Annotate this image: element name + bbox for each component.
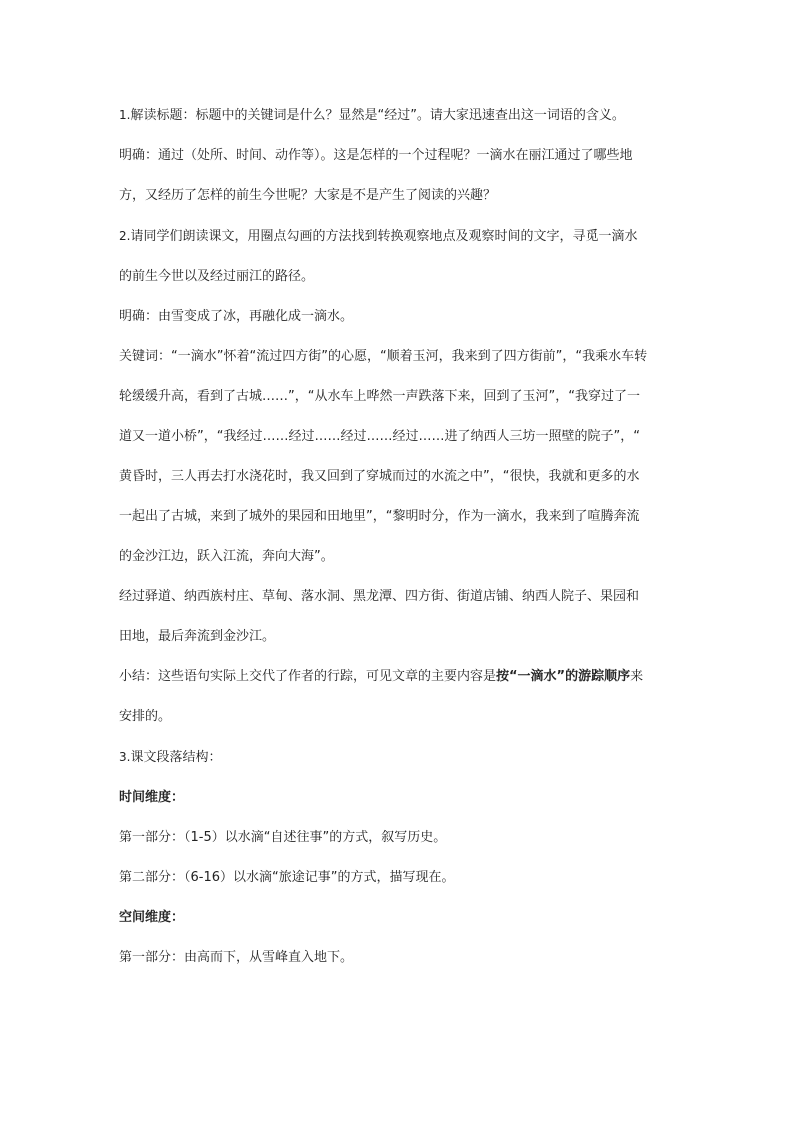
item-number: 2.: [119, 229, 131, 243]
paragraph-keywords-line-3: 道又一道小桥”，“我经过……经过……经过……经过……进了纳西人三坊一照壁的院子”，“: [119, 429, 640, 444]
document-page: [119, 102, 679, 967]
summary-emphasis: 按“一滴水”的游踪顺序: [496, 669, 631, 684]
paragraph-text: 课文段落结构：: [130, 750, 222, 765]
paragraph-reading-task-line-1: [119, 227, 679, 246]
time-part-two: 第二部分：（6-16）以水滴“旅途记事”的方式，描写现在。: [119, 870, 455, 885]
time-dimension-heading: 时间维度：: [119, 790, 185, 805]
paragraph-keywords-line-4: 黄昏时，三人再去打水浇花时，我又回到了穿城而过的水流之中”，“很快，我就和更多的水: [119, 469, 640, 484]
paragraph-route-line-1: 经过驿道、纳西族村庄、草甸、落水洞、黑龙潭、四方街、街道店铺、纳西人院子、果园和: [119, 589, 640, 604]
paragraph-structure-heading: [119, 748, 679, 767]
paragraph-keywords-line-6: 的金沙江边，跃入江流，奔向大海”。: [119, 549, 334, 564]
paragraph-reading-task-line-2: 的前生今世以及经过丽江的路径。: [119, 269, 315, 284]
paragraph-keywords-line-2: 轮缓缓升高，看到了古城……”，“从水车上哗然一声跌落下来，回到了玉河”，“我穿过了一: [119, 389, 640, 404]
summary-suffix: 来: [630, 669, 644, 684]
item-number: 1.: [119, 108, 131, 122]
paragraph-text: 请同学们朗读课文，用圈点勾画的方法找到转换观察地点及观察时间的文字，寻觅一滴水: [130, 229, 638, 244]
paragraph-keywords-line-1: 关键词：“一滴水”怀着“流过四方街”的心愿，“顺着玉河，我来到了四方街前”，“我乘水车转: [119, 349, 648, 364]
paragraph-title-analysis: [119, 106, 679, 125]
item-number: 3.: [119, 750, 131, 764]
summary-prefix: 小结：这些语句实际上交代了作者的行踪，可见文章的主要内容是: [119, 669, 497, 684]
paragraph-clarify-1-line-1: 明确：通过（处所、时间、动作等）。这是怎样的一个过程呢？一滴水在丽江通过了哪些地: [119, 148, 633, 163]
space-part-one: 第一部分：由高而下，从雪峰直入地下。: [119, 950, 354, 965]
paragraph-summary-line-2: 安排的。: [119, 709, 172, 724]
paragraph-summary-line-1: [119, 668, 679, 686]
paragraph-route-line-2: 田地，最后奔流到金沙江。: [119, 629, 276, 644]
paragraph-clarify-2: 明确：由雪变成了冰，再融化成一滴水。: [119, 309, 354, 324]
paragraph-keywords-line-5: 一起出了古城，来到了城外的果园和田地里”，“黎明时分，作为一滴水，我来到了喧腾奔流: [119, 509, 640, 524]
space-dimension-heading: 空间维度：: [119, 910, 185, 925]
paragraph-clarify-1-line-2: 方，又经历了怎样的前生今世呢？大家是不是产生了阅读的兴趣？: [119, 188, 497, 203]
paragraph-text: 解读标题：标题中的关键词是什么？显然是“经过”。请大家迅速查出这一词语的含义。: [130, 108, 625, 123]
time-part-one: 第一部分：（1-5）以水滴“自述往事”的方式，叙写历史。: [119, 830, 447, 845]
